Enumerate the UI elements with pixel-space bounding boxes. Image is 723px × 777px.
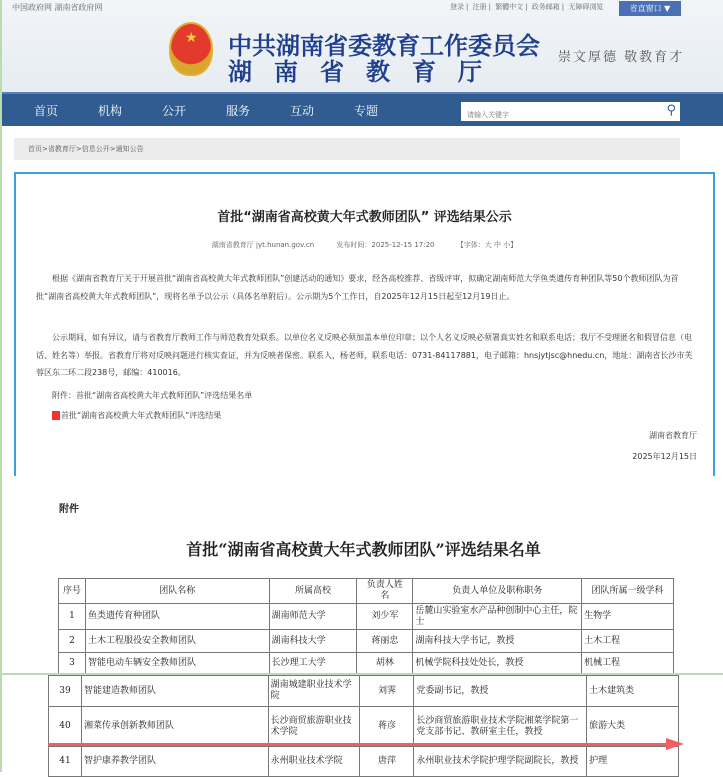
nav-home[interactable]: 首页: [34, 104, 59, 118]
cell: 旅游大类: [587, 707, 679, 747]
nav-services[interactable]: 服务: [226, 104, 251, 118]
attachment-heading: 附件: [59, 504, 79, 515]
national-emblem-icon: ★: [169, 22, 213, 76]
attachment-title: 首批“湖南省高校黄大年式教师团队”评选结果名单: [186, 540, 541, 559]
cell: 1: [59, 604, 86, 630]
header-leader: 负责人姓 名: [357, 579, 413, 604]
cell: 护理: [587, 747, 679, 777]
red-arrow-annotation: [48, 743, 668, 746]
cell: 智能建造教师团队: [81, 676, 268, 707]
cell: 39: [49, 676, 82, 707]
cell: 土木工程: [582, 630, 674, 653]
cell: 智能电动车辆安全教师团队: [85, 653, 269, 675]
article-source: 湖南省教育厅 jyt.hunan.gov.cn: [211, 241, 315, 249]
header-index: 序号: [59, 579, 86, 604]
main-nav: [2, 92, 723, 126]
gov-window-dropdown[interactable]: 省直窗口 ▼: [619, 1, 681, 16]
article-paragraph: 公示期间，如有异议，请与省教育厅教师工作与师范教育处联系。以单位名义反映必须加盖本单位印章；以个人名义反映必须署真实姓名和联系电话；我厅不受理匿名和假冒信息（电话、姓名等）举报。省教育厅将对反映问题进行核实查证，并为反映者保密。联系人，杨老师，联系电话：0731-84117881，电子邮箱：hnsjytjsc@hnedu.cn，地址：湖南省长沙市芙蓉区东二环二段238号，邮编：410016。: [36, 333, 693, 377]
cell: 机械学院科技处处长，教授: [413, 653, 582, 675]
cell: 土木建筑类: [587, 676, 679, 707]
pdf-icon: [52, 411, 60, 420]
header-discipline: 团队所属一级学科: [582, 579, 674, 604]
cell: 41: [49, 747, 82, 777]
article: [14, 172, 715, 476]
mail-link[interactable]: 政务邮箱: [531, 3, 560, 11]
article-title: 首批“湖南省高校黄大年式教师团队” 评选结果公示: [217, 210, 512, 225]
results-table: [58, 578, 674, 675]
cell: 唐萍: [360, 747, 414, 777]
cell: 土木工程服役安全教师团队: [85, 630, 269, 653]
motto: 崇文厚德 敬教育才: [558, 50, 685, 65]
gov-links[interactable]: 中国政府网 湖南省政府网: [12, 3, 103, 12]
nav-topics[interactable]: 专题: [354, 104, 379, 118]
cell: 长沙理工大学: [269, 653, 357, 675]
cell: 岳麓山实验室水产品种创制中心主任，院士: [413, 604, 582, 630]
results-table-continued: [48, 675, 679, 777]
signature-date: 2025年12月15日: [632, 452, 697, 461]
cell: 胡林: [357, 653, 413, 675]
cell: 湖南科技大学: [269, 630, 357, 653]
header-school: 所属高校: [269, 579, 357, 604]
search-icon[interactable]: ⚲: [666, 103, 676, 118]
traditional-chinese-link[interactable]: 繁體中文: [495, 3, 524, 11]
cell: 湖南科技大学书记，教授: [413, 630, 582, 653]
article-meta: [16, 240, 713, 250]
attachment-link-text[interactable]: 首批“湖南省高校黄大年式教师团队”评选结果: [61, 411, 222, 420]
nav-public[interactable]: 公开: [162, 104, 187, 118]
font-size-selector[interactable]: 【字体：大 中 小】: [456, 241, 518, 249]
cell: 鱼类遗传育种团队: [85, 604, 269, 630]
cell: 长沙商贸旅游职业技术学院: [268, 707, 360, 747]
cell: 湖南师范大学: [269, 604, 357, 630]
article-paragraph: 根据《湖南省教育厅关于开展首批“湖南省高校黄大年式教师团队”创建活动的通知》要求，经各高校推荐、省级评审，拟确定湖南师范大学鱼类遗传育种团队等50个教师团队为首批“湖南省高校黄大年式教师团队”，现将名单予以公示（具体名单附后）。公示期为5个工作日，自2025年12月15日起至12月19日止。: [36, 274, 679, 301]
search-box: [461, 102, 680, 121]
table-row: [49, 707, 679, 747]
cell: 湖南城建职业技术学院: [268, 676, 360, 707]
register-link[interactable]: 注册: [472, 3, 487, 11]
arrowhead-icon: [666, 738, 684, 750]
top-links: 登录 | 注册 | 繁體中文 | 政务邮箱 | 无障碍浏览: [450, 3, 604, 11]
site-title: 中共湖南省委教育工作委员会: [228, 32, 540, 60]
table-row: [59, 653, 674, 675]
cell: 长沙商贸旅游职业技术学院湘菜学院第一党支部书记、教研室主任，教授: [414, 707, 587, 747]
cell: 刘少军: [357, 604, 413, 630]
cell: 永州职业技术学院: [268, 747, 360, 777]
site-subtitle: 湖南省教育厅: [228, 58, 504, 86]
table-row: [59, 630, 674, 653]
nav-organization[interactable]: 机构: [98, 104, 123, 118]
cell: 蒋丽忠: [357, 630, 413, 653]
cell: 生物学: [582, 604, 674, 630]
cell: 党委副书记，教授: [414, 676, 587, 707]
accessibility-link[interactable]: 无障碍浏览: [568, 3, 604, 11]
attachment-label: 附件：首批“湖南省高校黄大年式教师团队”评选结果名单: [52, 391, 253, 400]
publish-time: 发布时间：2025-12-15 17:20: [336, 241, 435, 249]
attachment-link[interactable]: [36, 407, 698, 425]
table-row: [49, 676, 679, 707]
cell: 湘菜传承创新教师团队: [81, 707, 268, 747]
cell: 3: [59, 653, 86, 675]
cell: 40: [49, 707, 82, 747]
cell: 蒋彦: [360, 707, 414, 747]
signature: 湖南省教育厅: [649, 431, 697, 440]
search-input[interactable]: [461, 106, 651, 124]
header-team: 团队名称: [85, 579, 269, 604]
header-title: 负责人单位及职称职务: [413, 579, 582, 604]
login-link[interactable]: 登录: [450, 3, 464, 11]
nav-interaction[interactable]: 互动: [290, 104, 315, 118]
cell: 2: [59, 630, 86, 653]
breadcrumb[interactable]: 首页>省教育厅>信息公开>通知公告: [14, 138, 680, 160]
cell: 刘霁: [360, 676, 414, 707]
cell: 机械工程: [582, 653, 674, 675]
cell: 永州职业技术学院护理学院副院长，教授: [414, 747, 587, 777]
table-row: [59, 604, 674, 630]
table-row: [49, 747, 679, 777]
cell: 智护康养教学团队: [81, 747, 268, 777]
